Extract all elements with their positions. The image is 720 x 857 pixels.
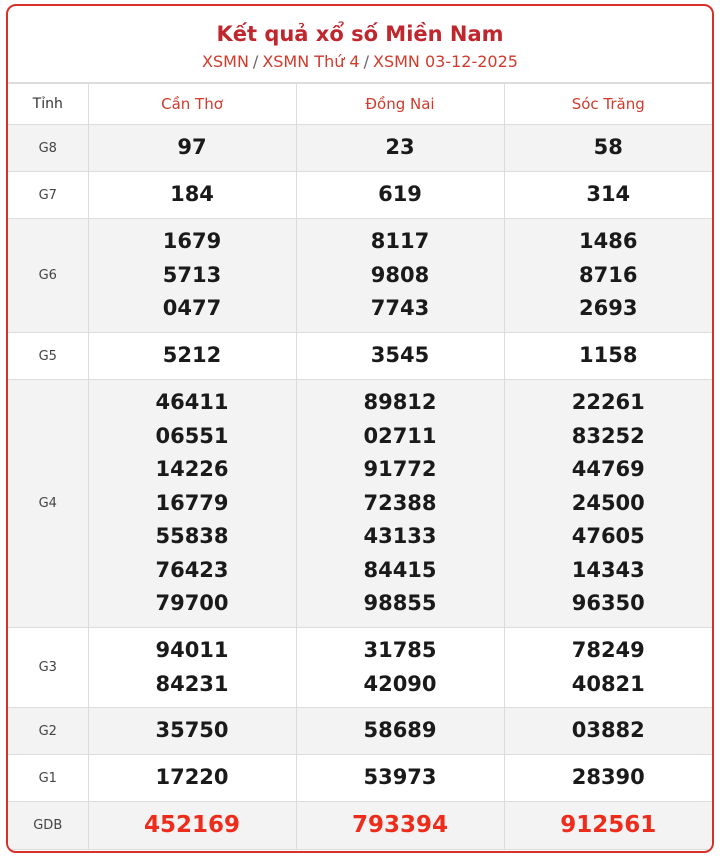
result-cell-dong-nai (296, 333, 504, 380)
result-cell-soc-trang (504, 380, 712, 628)
prize-number: 1679 (162, 229, 222, 254)
prize-row-g6 (8, 219, 712, 333)
prize-label: G4 (8, 380, 88, 628)
prize-number: 14343 (571, 557, 645, 582)
prize-number: 06551 (155, 423, 229, 448)
prize-number: 23 (385, 135, 415, 160)
page-title: Kết quả xổ số Miền Nam (216, 22, 504, 46)
prize-number: 96350 (571, 591, 645, 616)
prize-number: 89812 (363, 390, 437, 415)
result-cell-dong-nai (296, 380, 504, 628)
prize-number: 94011 (155, 638, 229, 662)
prize-row-g4 (8, 380, 712, 628)
breadcrumb (8, 52, 712, 72)
prize-number: 84231 (155, 671, 229, 696)
prize-number: 16779 (155, 490, 229, 515)
result-cell-dong-nai (296, 708, 504, 755)
prize-number: 9808 (370, 262, 430, 287)
breadcrumb-link-weekday[interactable]: XSMN Thứ 4 (262, 52, 360, 71)
result-cell-soc-trang (504, 172, 712, 219)
prize-number: 03882 (571, 718, 645, 743)
special-prize-number: 452169 (143, 811, 241, 838)
prize-number: 14226 (155, 457, 229, 482)
prize-row-g2 (8, 708, 712, 755)
prize-label: G6 (8, 219, 88, 333)
prize-number: 76423 (155, 557, 229, 582)
prize-row-gdb (8, 802, 712, 850)
prize-number: 46411 (155, 390, 229, 415)
result-cell-can-tho (88, 125, 296, 172)
prize-number: 44769 (571, 457, 645, 482)
prize-number: 43133 (363, 524, 437, 549)
results-card (6, 4, 714, 853)
prize-number: 2693 (579, 296, 638, 321)
prize-number: 1486 (579, 229, 638, 254)
prize-number: 02711 (363, 423, 437, 448)
breadcrumb-link-date[interactable]: XSMN 03-12-2025 (373, 52, 518, 71)
prize-label: G5 (8, 333, 88, 380)
result-cell-dong-nai (296, 172, 504, 219)
prize-number: 78249 (571, 638, 645, 662)
prize-number: 98855 (363, 591, 437, 616)
result-cell-soc-trang (504, 628, 712, 708)
prize-number: 40821 (571, 671, 645, 696)
result-cell-soc-trang (504, 219, 712, 333)
result-cell-dong-nai (296, 628, 504, 708)
result-cell-soc-trang (504, 755, 712, 802)
prize-number: 53973 (363, 765, 437, 790)
prize-number: 28390 (571, 765, 645, 790)
prize-number: 58689 (363, 718, 437, 743)
prize-label: G2 (8, 708, 88, 755)
breadcrumb-link-xsmn[interactable]: XSMN (202, 52, 249, 71)
prize-number: 31785 (363, 638, 437, 662)
prize-number: 8716 (579, 262, 638, 287)
result-cell-dong-nai (296, 219, 504, 333)
column-header-can-tho[interactable]: Cần Thơ (88, 84, 296, 125)
special-prize-number: 793394 (351, 811, 449, 838)
prize-label: GDB (8, 802, 88, 850)
prize-row-g1 (8, 755, 712, 802)
prize-label: G8 (8, 125, 88, 172)
prize-number: 83252 (571, 423, 645, 448)
result-cell-can-tho (88, 333, 296, 380)
prize-number: 17220 (155, 765, 229, 790)
prize-number: 619 (378, 182, 422, 207)
prize-number: 5713 (162, 262, 222, 287)
prize-row-g5 (8, 333, 712, 380)
special-prize-number: 912561 (560, 811, 657, 838)
prize-number: 7743 (370, 296, 430, 321)
table-header-row (8, 84, 712, 125)
prize-number: 72388 (363, 490, 437, 515)
result-cell-soc-trang (504, 125, 712, 172)
result-cell-can-tho (88, 219, 296, 333)
prize-number: 42090 (363, 671, 437, 696)
column-header-soc-trang[interactable]: Sóc Trăng (504, 84, 712, 125)
result-cell-dong-nai (296, 125, 504, 172)
result-cell-can-tho (88, 755, 296, 802)
prize-row-g7 (8, 172, 712, 219)
prize-number: 55838 (155, 524, 229, 549)
prize-label: G7 (8, 172, 88, 219)
prize-number: 47605 (571, 524, 645, 549)
column-header-dong-nai[interactable]: Đồng Nai (296, 84, 504, 125)
results-header (8, 6, 712, 83)
result-cell-can-tho (88, 380, 296, 628)
prize-number: 22261 (571, 390, 645, 415)
prize-number: 1158 (579, 343, 638, 368)
result-cell-soc-trang (504, 802, 712, 850)
prize-number: 24500 (571, 490, 645, 515)
result-cell-can-tho (88, 172, 296, 219)
prize-label: G3 (8, 628, 88, 708)
prize-row-g3 (8, 628, 712, 708)
column-header-province-label: Tỉnh (8, 84, 88, 125)
result-cell-can-tho (88, 802, 296, 850)
prize-number: 8117 (370, 229, 430, 254)
prize-number: 58 (593, 135, 623, 160)
prize-number: 5212 (162, 343, 222, 368)
prize-number: 314 (586, 182, 631, 207)
prize-number: 0477 (162, 296, 222, 321)
prize-label: G1 (8, 755, 88, 802)
result-cell-dong-nai (296, 802, 504, 850)
prize-number: 97 (177, 135, 207, 160)
prize-number: 3545 (370, 343, 430, 368)
result-cell-can-tho (88, 708, 296, 755)
results-table (8, 83, 712, 850)
result-cell-soc-trang (504, 333, 712, 380)
prize-number: 35750 (155, 718, 229, 743)
prize-number: 184 (170, 182, 214, 207)
breadcrumb-separator: / (252, 52, 259, 71)
prize-number: 79700 (155, 591, 229, 616)
breadcrumb-separator: / (363, 52, 369, 71)
result-cell-can-tho (88, 628, 296, 708)
prize-number: 91772 (363, 457, 437, 482)
result-cell-soc-trang (504, 708, 712, 755)
prize-row-g8 (8, 125, 712, 172)
result-cell-dong-nai (296, 755, 504, 802)
prize-number: 84415 (363, 557, 437, 582)
